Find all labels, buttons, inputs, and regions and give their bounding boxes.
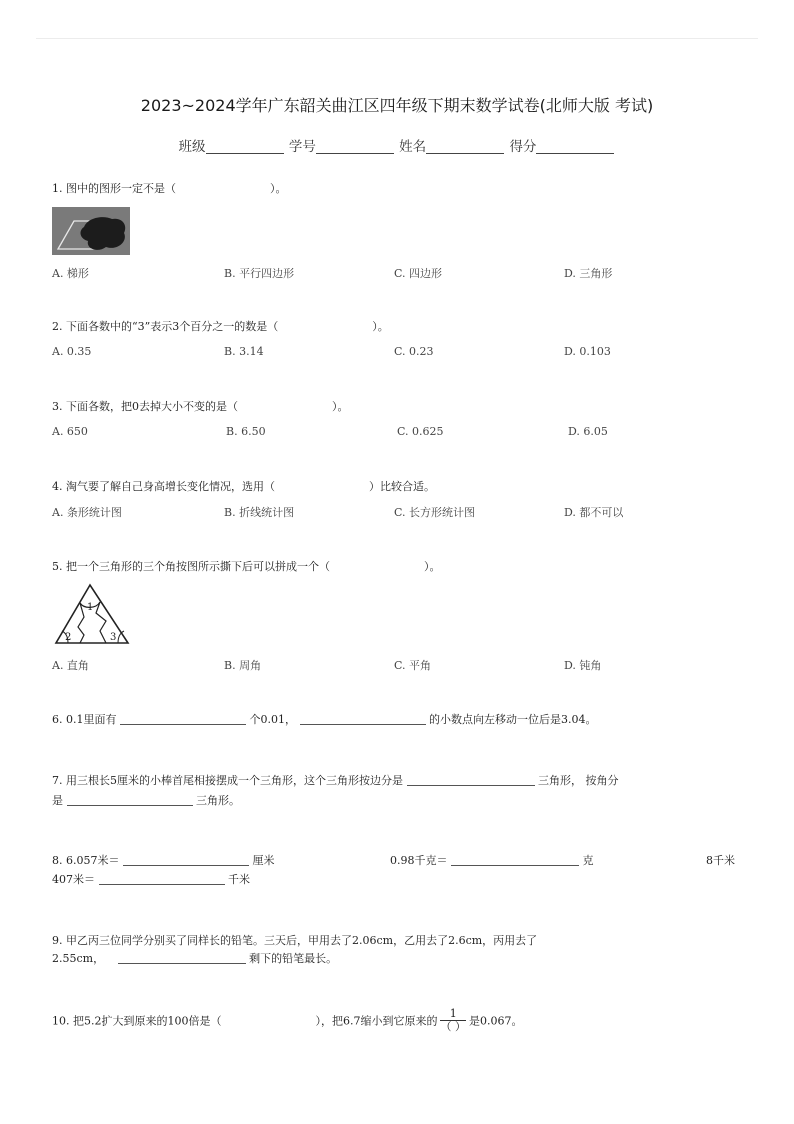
q3-option-b[interactable]: B. 6.50	[226, 425, 266, 438]
question-10-part-a: 10. 把5.2扩大到原来的100倍是（	[52, 1014, 222, 1028]
q1-option-d[interactable]: D. 三角形	[564, 267, 613, 280]
question-9-line-2	[52, 950, 337, 966]
question-8-part-4	[52, 871, 250, 887]
question-2-tail: ）。	[372, 320, 389, 333]
q4-option-a[interactable]: A. 条形统计图	[52, 506, 122, 519]
q4-option-c[interactable]: C. 长方形统计图	[394, 506, 476, 519]
q1-option-a[interactable]: A. 梯形	[52, 267, 89, 280]
question-1	[52, 180, 287, 196]
q3-option-d[interactable]: D. 6.05	[568, 425, 608, 438]
q1-option-c[interactable]: C. 四边形	[394, 267, 443, 280]
question-9-part-c: 剩下的铅笔最长。	[249, 952, 338, 965]
q2-option-b[interactable]: B. 3.14	[224, 345, 264, 358]
question-2-text: 2. 下面各数中的“3”表示3个百分之一的数是（	[52, 320, 279, 333]
q4-option-d[interactable]: D. 都不可以	[564, 506, 624, 519]
question-8-part-b: 厘米	[252, 854, 275, 867]
q8-blank-2[interactable]	[451, 854, 579, 866]
question-8-part-d: 克	[582, 854, 594, 867]
question-6-part-c: 的小数点向左移动一位后是3.04。	[429, 713, 597, 726]
question-6-part-a: 6. 0.1里面有	[52, 713, 117, 726]
q3-option-a[interactable]: A. 650	[52, 425, 88, 438]
question-4-tail: ）比较合适。	[369, 480, 435, 493]
field-name-blank[interactable]	[426, 139, 504, 154]
question-7-line-1	[52, 772, 619, 788]
q4-option-b[interactable]: B. 折线统计图	[224, 506, 295, 519]
student-info-line	[0, 135, 794, 155]
question-8-part-1	[52, 852, 274, 868]
question-4-text: 4. 淘气要了解自己身高增长变化情况，选用（	[52, 480, 275, 493]
q7-blank-2[interactable]	[67, 794, 193, 806]
question-1-tail: ）。	[270, 182, 287, 195]
fraction	[440, 1008, 466, 1033]
fraction-denominator[interactable]: （ ）	[440, 1020, 466, 1033]
question-2	[52, 318, 389, 334]
q5-option-d[interactable]: D. 钝角	[564, 659, 602, 672]
q2-option-d[interactable]: D. 0.103	[564, 345, 611, 358]
figure-label-3: 3	[110, 632, 117, 643]
question-9-line-1	[52, 932, 537, 948]
q3-option-c[interactable]: C. 0.625	[397, 425, 444, 438]
field-score-label: 得分	[509, 139, 537, 155]
question-8-part-c: 0.98千克＝	[390, 854, 448, 867]
question-7-part-a: 7. 用三根长5厘米的小棒首尾相接摆成一个三角形，这个三角形按边分是	[52, 774, 403, 787]
question-6-part-b: 个0.01，	[249, 713, 296, 726]
question-5-tail: ）。	[424, 560, 441, 573]
question-7-part-d: 三角形。	[196, 794, 240, 807]
question-3-text: 3. 下面各数，把0去掉大小不变的是（	[52, 400, 238, 413]
q5-option-a[interactable]: A. 直角	[52, 659, 89, 672]
question-7-part-b: 三角形， 按角分	[538, 774, 619, 787]
question-8-part-g: 千米	[228, 873, 250, 886]
q6-blank-1[interactable]	[120, 713, 246, 725]
field-name-label: 姓名	[399, 139, 427, 155]
question-8-part-e: 8千米	[706, 854, 735, 867]
fraction-numerator: 1	[440, 1008, 466, 1021]
field-number-blank[interactable]	[316, 139, 394, 154]
top-divider	[36, 38, 758, 39]
figure-label-1: 1	[87, 602, 94, 613]
question-7-line-2	[52, 792, 240, 808]
field-class-blank[interactable]	[206, 139, 284, 154]
question-8-part-3	[706, 852, 735, 868]
question-9-part-b: 2.55cm，	[52, 952, 105, 965]
question-3	[52, 398, 349, 414]
q2-option-c[interactable]: C. 0.23	[394, 345, 434, 358]
question-7-part-c: 是	[52, 794, 63, 807]
question-8-part-2	[390, 852, 594, 868]
figure-label-2: 2	[65, 632, 72, 643]
q6-blank-2[interactable]	[300, 713, 426, 725]
q9-blank-1[interactable]	[118, 952, 246, 964]
q8-blank-1[interactable]	[123, 854, 249, 866]
question-5	[52, 558, 441, 574]
field-number-label: 学号	[288, 139, 316, 155]
q7-blank-1[interactable]	[407, 774, 535, 786]
question-10-part-b: ），把6.7缩小到它原来的	[315, 1014, 438, 1028]
question-5-text: 5. 把一个三角形的三个角按图所示撕下后可以拼成一个（	[52, 560, 330, 573]
question-8-part-f: 407米＝	[52, 873, 95, 886]
question-4	[52, 478, 435, 494]
q5-option-b[interactable]: B. 周角	[224, 659, 262, 672]
question-10	[52, 1008, 522, 1033]
page-title: 2023~2024学年广东韶关曲江区四年级下期末数学试卷(北师大版 考试)	[140, 96, 654, 115]
question-9-part-a: 9. 甲乙丙三位同学分别买了同样长的铅笔。三天后，甲用去了2.06cm，乙用去了2.6cm，丙用去了	[52, 934, 538, 947]
question-5-triangle-figure	[54, 583, 132, 647]
field-class-label: 班级	[178, 139, 206, 155]
question-10-part-c: 是0.067。	[468, 1014, 523, 1028]
question-3-tail: ）。	[332, 400, 349, 413]
question-8-part-a: 8. 6.057米＝	[52, 854, 120, 867]
question-1-figure	[52, 207, 130, 255]
q5-option-c[interactable]: C. 平角	[394, 659, 432, 672]
q8-blank-3[interactable]	[99, 873, 225, 885]
question-1-text: 1. 图中的图形一定不是（	[52, 182, 176, 195]
q1-option-b[interactable]: B. 平行四边形	[224, 267, 295, 280]
question-6	[52, 711, 597, 727]
field-score-blank[interactable]	[536, 139, 614, 154]
q2-option-a[interactable]: A. 0.35	[52, 345, 92, 358]
